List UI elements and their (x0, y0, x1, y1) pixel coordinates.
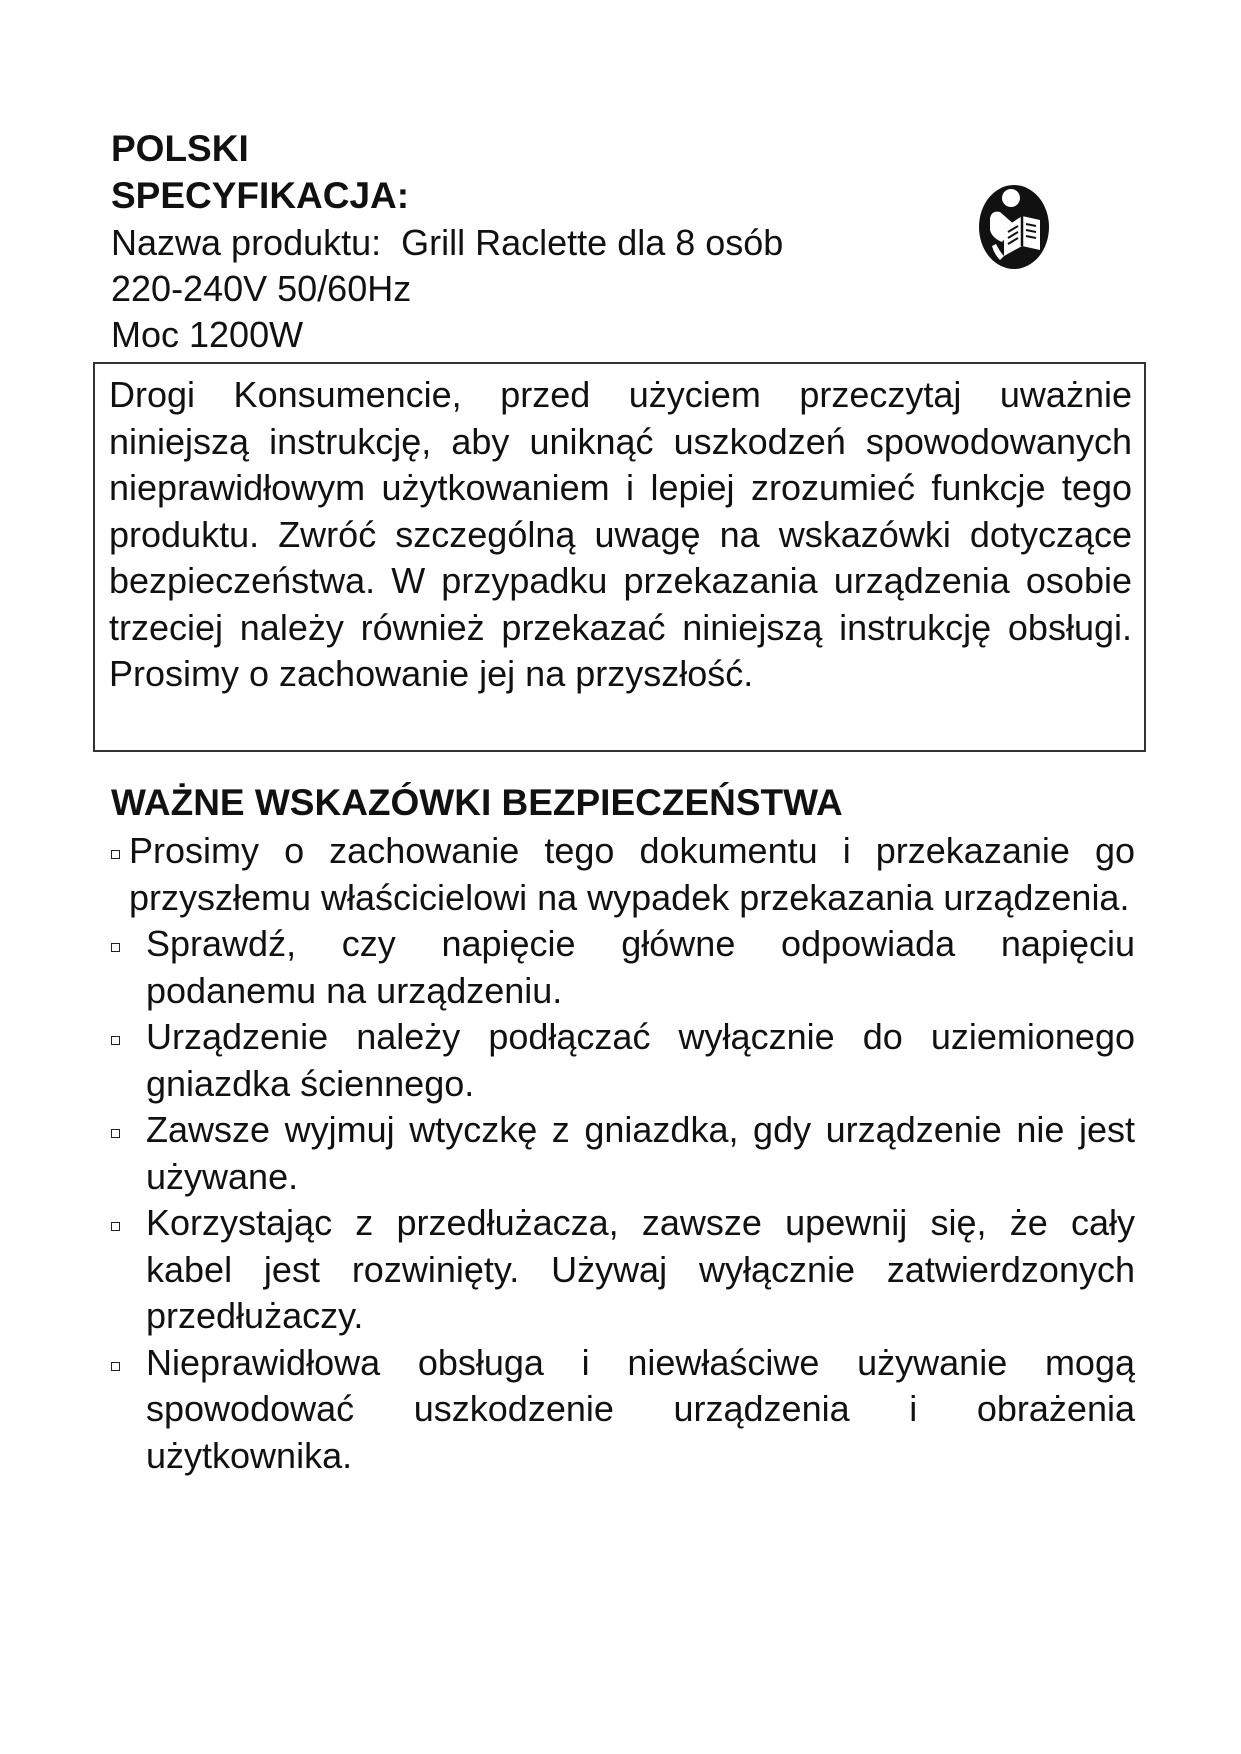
list-item-text: Prosimy o zachowanie tego dokumentu i przekazanie go przyszłemu właścicielowi na wypadek przekazania urządzenia. (129, 830, 1135, 918)
list-item (105, 921, 1135, 1014)
list-item (105, 1014, 1135, 1107)
list-item-text: Nieprawidłowa obsługa i niewłaściwe używanie mogą spowodować uszkodzenie urządzenia i obrażenia użytkownika. (146, 1341, 1135, 1476)
language-label: POLSKI (111, 128, 249, 169)
spec-power: Moc 1200W (111, 314, 304, 355)
specification-heading: SPECYFIKACJA: (111, 175, 410, 216)
list-item (105, 1340, 1135, 1480)
list-item (105, 1107, 1135, 1200)
list-item-text: Zawsze wyjmuj wtyczkę z gniazdka, gdy urządzenie nie jest używane. (146, 1109, 1135, 1197)
safety-instructions-list (105, 828, 1135, 1479)
checkbox-bullet-icon (111, 943, 120, 952)
checkbox-bullet-icon (111, 850, 120, 859)
list-item (105, 1200, 1135, 1340)
checkbox-bullet-icon (111, 1129, 120, 1138)
read-manual-icon (978, 180, 1050, 270)
checkbox-bullet-icon (111, 1362, 120, 1371)
consumer-notice-text: Drogi Konsumencie, przed użyciem przeczytaj uważnie niniejszą instrukcję, aby uniknąć uszkodzeń spowodowanych nieprawidłowym użytkowaniem i lepiej zrozumieć funkcje tego produktu. Zwróć szczególną uwagę na wskazówki dotyczące bezpieczeństwa. W przypadku przekazania urządzenia osobie trzeciej należy również przekazać niniejszą instrukcję obsługi. Prosimy o zachowanie jej na przyszłość. (109, 374, 1132, 694)
checkbox-bullet-icon (111, 1036, 120, 1045)
spec-voltage: 220-240V 50/60Hz (111, 268, 412, 309)
checkbox-bullet-icon (111, 1222, 120, 1231)
consumer-notice-box (93, 362, 1146, 752)
list-item-text: Sprawdź, czy napięcie główne odpowiada napięciu podanemu na urządzeniu. (146, 923, 1135, 1011)
list-item-text: Korzystając z przedłużacza, zawsze upewnij się, że cały kabel jest rozwinięty. Używaj wyłącznie zatwierdzonych przedłużaczy. (146, 1202, 1135, 1336)
list-item-text: Urządzenie należy podłączać wyłącznie do uziemionego gniazdka ściennego. (146, 1016, 1135, 1104)
spec-product-name: Nazwa produktu: Grill Raclette dla 8 osób (111, 222, 784, 263)
safety-heading: WAŻNE WSKAZÓWKI BEZPIECZEŃSTWA (111, 782, 843, 823)
list-item (105, 828, 1135, 921)
